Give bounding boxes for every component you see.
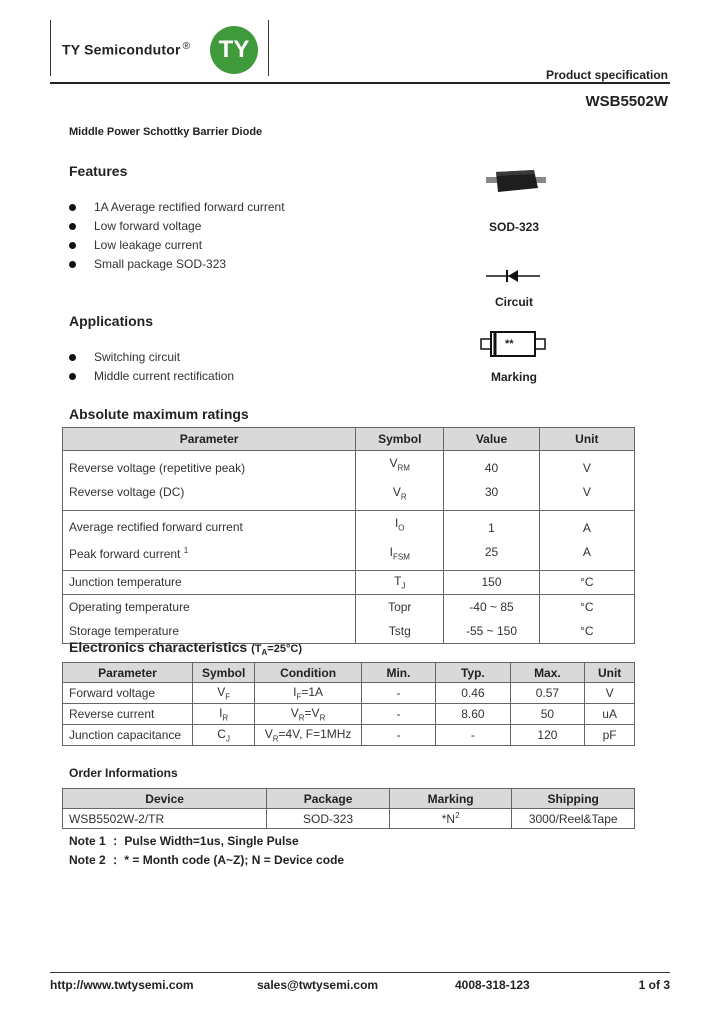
table-header: Max.: [510, 663, 585, 683]
table-cell: Junction capacitance: [63, 725, 193, 746]
package-image: [484, 160, 548, 200]
package-caption: SOD-323: [488, 220, 540, 234]
table-cell: 120: [510, 725, 585, 746]
doc-subtitle: Middle Power Schottky Barrier Diode: [69, 126, 263, 138]
table-cell: Forward voltage: [63, 683, 193, 704]
note-2: Note 2 ：* = Month code (A~Z); N = Device code: [69, 853, 345, 867]
table-cell: A: [582, 521, 591, 536]
table-cell: A: [582, 545, 591, 560]
table-cell: Reverse current: [63, 704, 193, 725]
table-cell: V: [582, 485, 591, 500]
list-item: Switching circuit: [69, 348, 234, 367]
table-header: Shipping: [512, 789, 635, 809]
table-row: [63, 704, 635, 725]
table-header: Symbol: [192, 663, 254, 683]
table-cell: -: [436, 725, 510, 746]
footer-phone: 4008-318-123: [455, 978, 530, 992]
marking-caption: Marking: [490, 370, 537, 384]
header-right-divider: [268, 20, 269, 76]
table-cell: V: [582, 461, 591, 476]
symbol-cell: $T_J$: [356, 570, 444, 594]
table-cell: -40 ~ 85: [469, 599, 514, 614]
brand-name: TY Semicondutor ®: [62, 41, 191, 58]
table-cell: -55 ~ 150: [465, 623, 518, 638]
table-cell: Reverse voltage (repetitive peak): [69, 461, 246, 476]
table-cell: 1: [488, 521, 495, 536]
table-header: Package: [267, 789, 390, 809]
table-cell: 30: [484, 485, 499, 500]
table-cell: -: [361, 725, 435, 746]
table-cell: -: [361, 704, 435, 725]
footer-email[interactable]: sales@twtysemi.com: [257, 978, 379, 992]
table-row-group: [63, 451, 635, 511]
footer-url[interactable]: http://www.twtysemi.com: [50, 978, 194, 992]
table-row: [63, 725, 635, 746]
table-cell: V: [585, 683, 635, 704]
table-header: Unit: [585, 663, 635, 683]
table-cell: uA: [585, 704, 635, 725]
abs-max-heading: Absolute maximum ratings: [69, 406, 249, 422]
elec-heading: Electronics characteristics $(T_A=25^\circ C)$: [69, 639, 302, 658]
table-cell: -: [361, 683, 435, 704]
table-cell: Reverse voltage (DC): [69, 485, 185, 500]
table-cell: Junction temperature: [63, 570, 356, 594]
table-cell: Operating temperature: [69, 599, 190, 614]
table-cell: °C: [580, 623, 594, 638]
table-cell: 3000/Reel&Tape: [512, 809, 635, 829]
company-logo: TY: [210, 26, 258, 74]
table-cell: 8.60: [436, 704, 510, 725]
table-row: [63, 570, 635, 594]
table-cell: WSB5502W-2/TR: [63, 809, 267, 829]
applications-list: [69, 348, 234, 386]
list-item: Low forward voltage: [69, 217, 285, 236]
table-row-group: [63, 594, 635, 643]
table-header: Marking: [389, 789, 512, 809]
table-row-group: [63, 510, 635, 570]
table-cell: 0.57: [510, 683, 585, 704]
spec-label: Product specification: [545, 68, 668, 82]
list-item: Middle current rectification: [69, 367, 234, 386]
table-header: Min.: [361, 663, 435, 683]
table-row: [63, 809, 635, 829]
note-1: Note 1 ：Pulse Width=1us, Single Pulse: [69, 834, 299, 848]
symbol-cell: $C_J$: [192, 725, 254, 746]
applications-heading: Applications: [69, 313, 154, 329]
marking-text: **: [505, 338, 514, 350]
table-header: Condition: [255, 663, 361, 683]
table-cell: °C: [580, 599, 594, 614]
list-item: Small package SOD-323: [69, 255, 285, 274]
table-cell: °C: [539, 570, 634, 594]
table-header: Typ.: [436, 663, 510, 683]
order-table: [62, 788, 635, 829]
table-cell: Peak forward current $^1$: [69, 545, 189, 561]
symbol-cell: Topr: [388, 599, 412, 614]
table-cell: 25: [484, 545, 499, 560]
condition-cell: $I_F=1A$: [255, 683, 361, 704]
list-item: Low leakage current: [69, 236, 285, 255]
table-cell: 40: [484, 461, 499, 476]
table-cell: 50: [510, 704, 585, 725]
part-number: WSB5502W: [585, 93, 668, 110]
features-list: [69, 198, 285, 274]
circuit-caption: Circuit: [494, 295, 533, 309]
table-header: Parameter: [63, 663, 193, 683]
header-rule: [50, 82, 670, 84]
page-number: 1 of 3: [638, 978, 670, 992]
condition-cell: $V_R=4V$, F=1MHz: [255, 725, 361, 746]
footer-rule: [50, 972, 670, 973]
table-header: Parameter: [63, 428, 356, 451]
table-cell: pF: [585, 725, 635, 746]
features-heading: Features: [69, 163, 128, 179]
list-item: 1A Average rectified forward current: [69, 198, 285, 217]
table-cell: SOD-323: [267, 809, 390, 829]
symbol-cell: Tstg: [388, 623, 411, 638]
symbol-cell: $I_O$: [394, 515, 405, 533]
abs-max-table: [62, 427, 635, 644]
marking-cell: $*N^2$: [389, 809, 512, 829]
table-row: [63, 683, 635, 704]
table-cell: Average rectified forward current: [69, 519, 243, 534]
symbol-cell: $I_{FSM}$: [389, 545, 410, 562]
elec-table: [62, 662, 635, 746]
diode-symbol-icon: [486, 268, 540, 284]
symbol-cell: $I_R$: [192, 704, 254, 725]
table-header: Value: [444, 428, 539, 451]
header-left-divider: [50, 20, 51, 76]
table-cell: 150: [444, 570, 539, 594]
condition-cell: $V_R=V_R$: [255, 704, 361, 725]
table-header: Symbol: [356, 428, 444, 451]
symbol-cell: $V_F$: [192, 683, 254, 704]
symbol-cell: $V_R$: [392, 485, 407, 502]
table-header: Device: [63, 789, 267, 809]
order-heading: Order Informations: [69, 766, 178, 780]
table-header: Unit: [539, 428, 634, 451]
table-cell: Storage temperature: [69, 623, 180, 638]
table-cell: 0.46: [436, 683, 510, 704]
symbol-cell: $V_{RM}$: [389, 456, 410, 473]
